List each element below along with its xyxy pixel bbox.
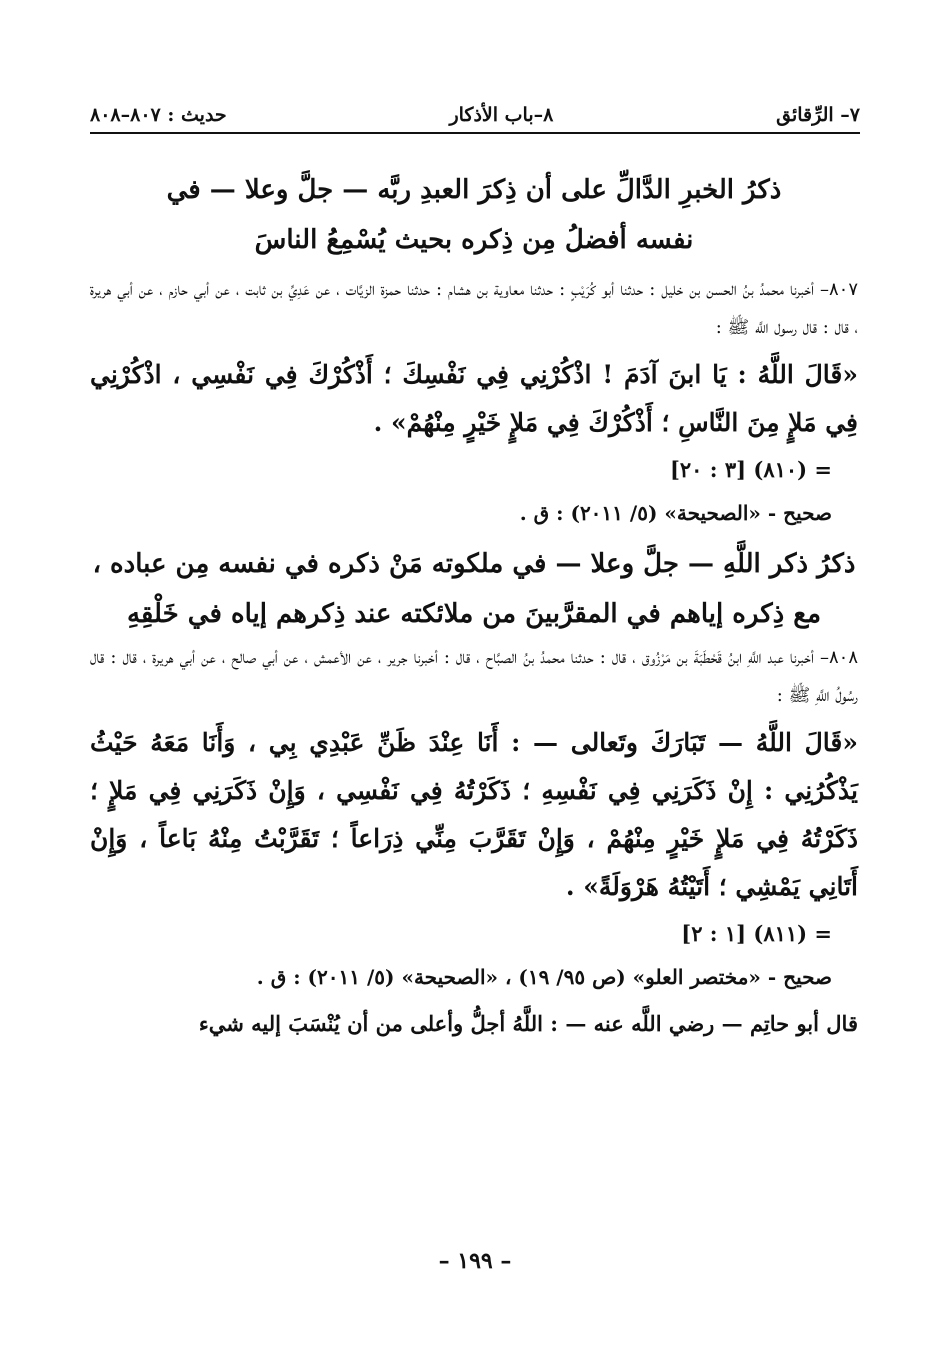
heading-line: نفسه أفضلُ مِن ذِكره بحيث يُسْمِعُ الناسَ bbox=[254, 225, 694, 255]
running-header bbox=[90, 86, 860, 126]
header-rule bbox=[90, 132, 860, 134]
cross-reference: = (٨١٠) [٣ : ٢٠] bbox=[669, 457, 832, 482]
page-number: – ١٩٩ – bbox=[438, 1248, 512, 1274]
hadith-text: «قَالَ اللَّهُ — تَبَارَكَ وتَعالى — : أَنَا عِنْدَ ظَنِّ عَبْدِي بِي ، وَأَنَا مَعَهُ حَيْثُ يَذْكُرُنِي : إِنْ ذَكَرَنِي فِي نَفْسِهِ ؛ ذَكَرْتُهُ فِي نَفْسِي ، وَإِنْ ذَكَرَنِي فِي مَلإٍ ؛ ذَكَرْتُهُ فِي مَلإٍ خَيْرٍ مِنْهُمْ ، وَإِنْ تَقَرَّبَ مِنِّي ذِرَاعاً ؛ تَقَرَّبْتُ مِنْهُ بَاعاً ، وَإِنْ أَتَانِي يَمْشِي ؛ أَتَيْتُهُ هَرْوَلَةً» . bbox=[90, 728, 858, 901]
closing-comment: قال أبو حاتِم — رضي اللَّه عنه — : اللَّهُ أجلُّ وأعلى من أن يُنْسَبَ إليه شيء bbox=[198, 1011, 858, 1036]
hadith-grade: صحيح - «مختصر العلو» (ص ٩٥/ ١٩) ، «الصحيحة» (٥/ ٢٠١١) : ق . bbox=[256, 965, 832, 989]
heading-line: مع ذِكره إياهم في المقرَّبينَ من ملائكته عند ذِكرهم إياه في خَلْقِهِ bbox=[126, 599, 822, 629]
section-heading-2 bbox=[90, 539, 858, 639]
header-right bbox=[776, 104, 860, 126]
heading-line: ذكرُ ذكر اللَّهِ — جلَّ وعلا — في ملكوته مَنْ ذكره في نفسه مِن عباده ، bbox=[92, 549, 856, 579]
cross-reference: = (٨١١) [١ : ٢] bbox=[681, 921, 832, 946]
hadith-text: «قَالَ اللَّهُ : يَا ابنَ آدَمَ ! اذْكُرْنِي فِي نَفْسِكَ ؛ أَذْكُرْكَ فِي نَفْسِي ، اذْكُرْنِي فِي مَلإٍ مِنَ النَّاسِ ؛ أَذْكُرْكَ فِي مَلإٍ خَيْرٍ مِنْهُمْ» . bbox=[90, 360, 858, 437]
section-title: ٨–باب الأذكار bbox=[449, 104, 554, 126]
hadith-range: حديث : ٨٠٧–٨٠٨ bbox=[90, 104, 227, 126]
isnad-chain: ٨٠٨– أخبرنا عبد اللَّهِ ابنُ قَحْطَبَةَ بن مَرْزُوق ، قال : حدثنا محمدُ بنُ الصبَّاح ، قال : أخبرنا جرير ، عن الأعمش ، عن أبي صالح ، عن أبي هريرة ، قال : قال رسُولُ اللَّهِ ﷺ : bbox=[90, 647, 858, 706]
hadith-grade: صحيح - «الصحيحة» (٥/ ٢٠١١) : ق . bbox=[519, 501, 832, 525]
isnad-chain: ٨٠٧– أخبرنا محمدُ بنُ الحسن بن خليل : حدثنا أبو كُرَيْبٍ : حدثنا معاوية بن هشام : حدثنا حمزة الزيَّات ، عن عَدِيِّ بن ثابت ، عن أبي حازم ، عن أبي هريرة ، قال : قال رسول اللَّه ﷺ : bbox=[90, 279, 858, 338]
section-heading-1 bbox=[90, 165, 858, 265]
header-left bbox=[449, 104, 553, 126]
chapter-title: ٧– الرِّقائق bbox=[776, 104, 860, 126]
heading-line: ذكرُ الخبرِ الدَّالِّ على أن ذِكرَ العبدِ ربَّه — جلَّ وعلا — في bbox=[166, 175, 782, 205]
page-content bbox=[90, 165, 858, 1049]
